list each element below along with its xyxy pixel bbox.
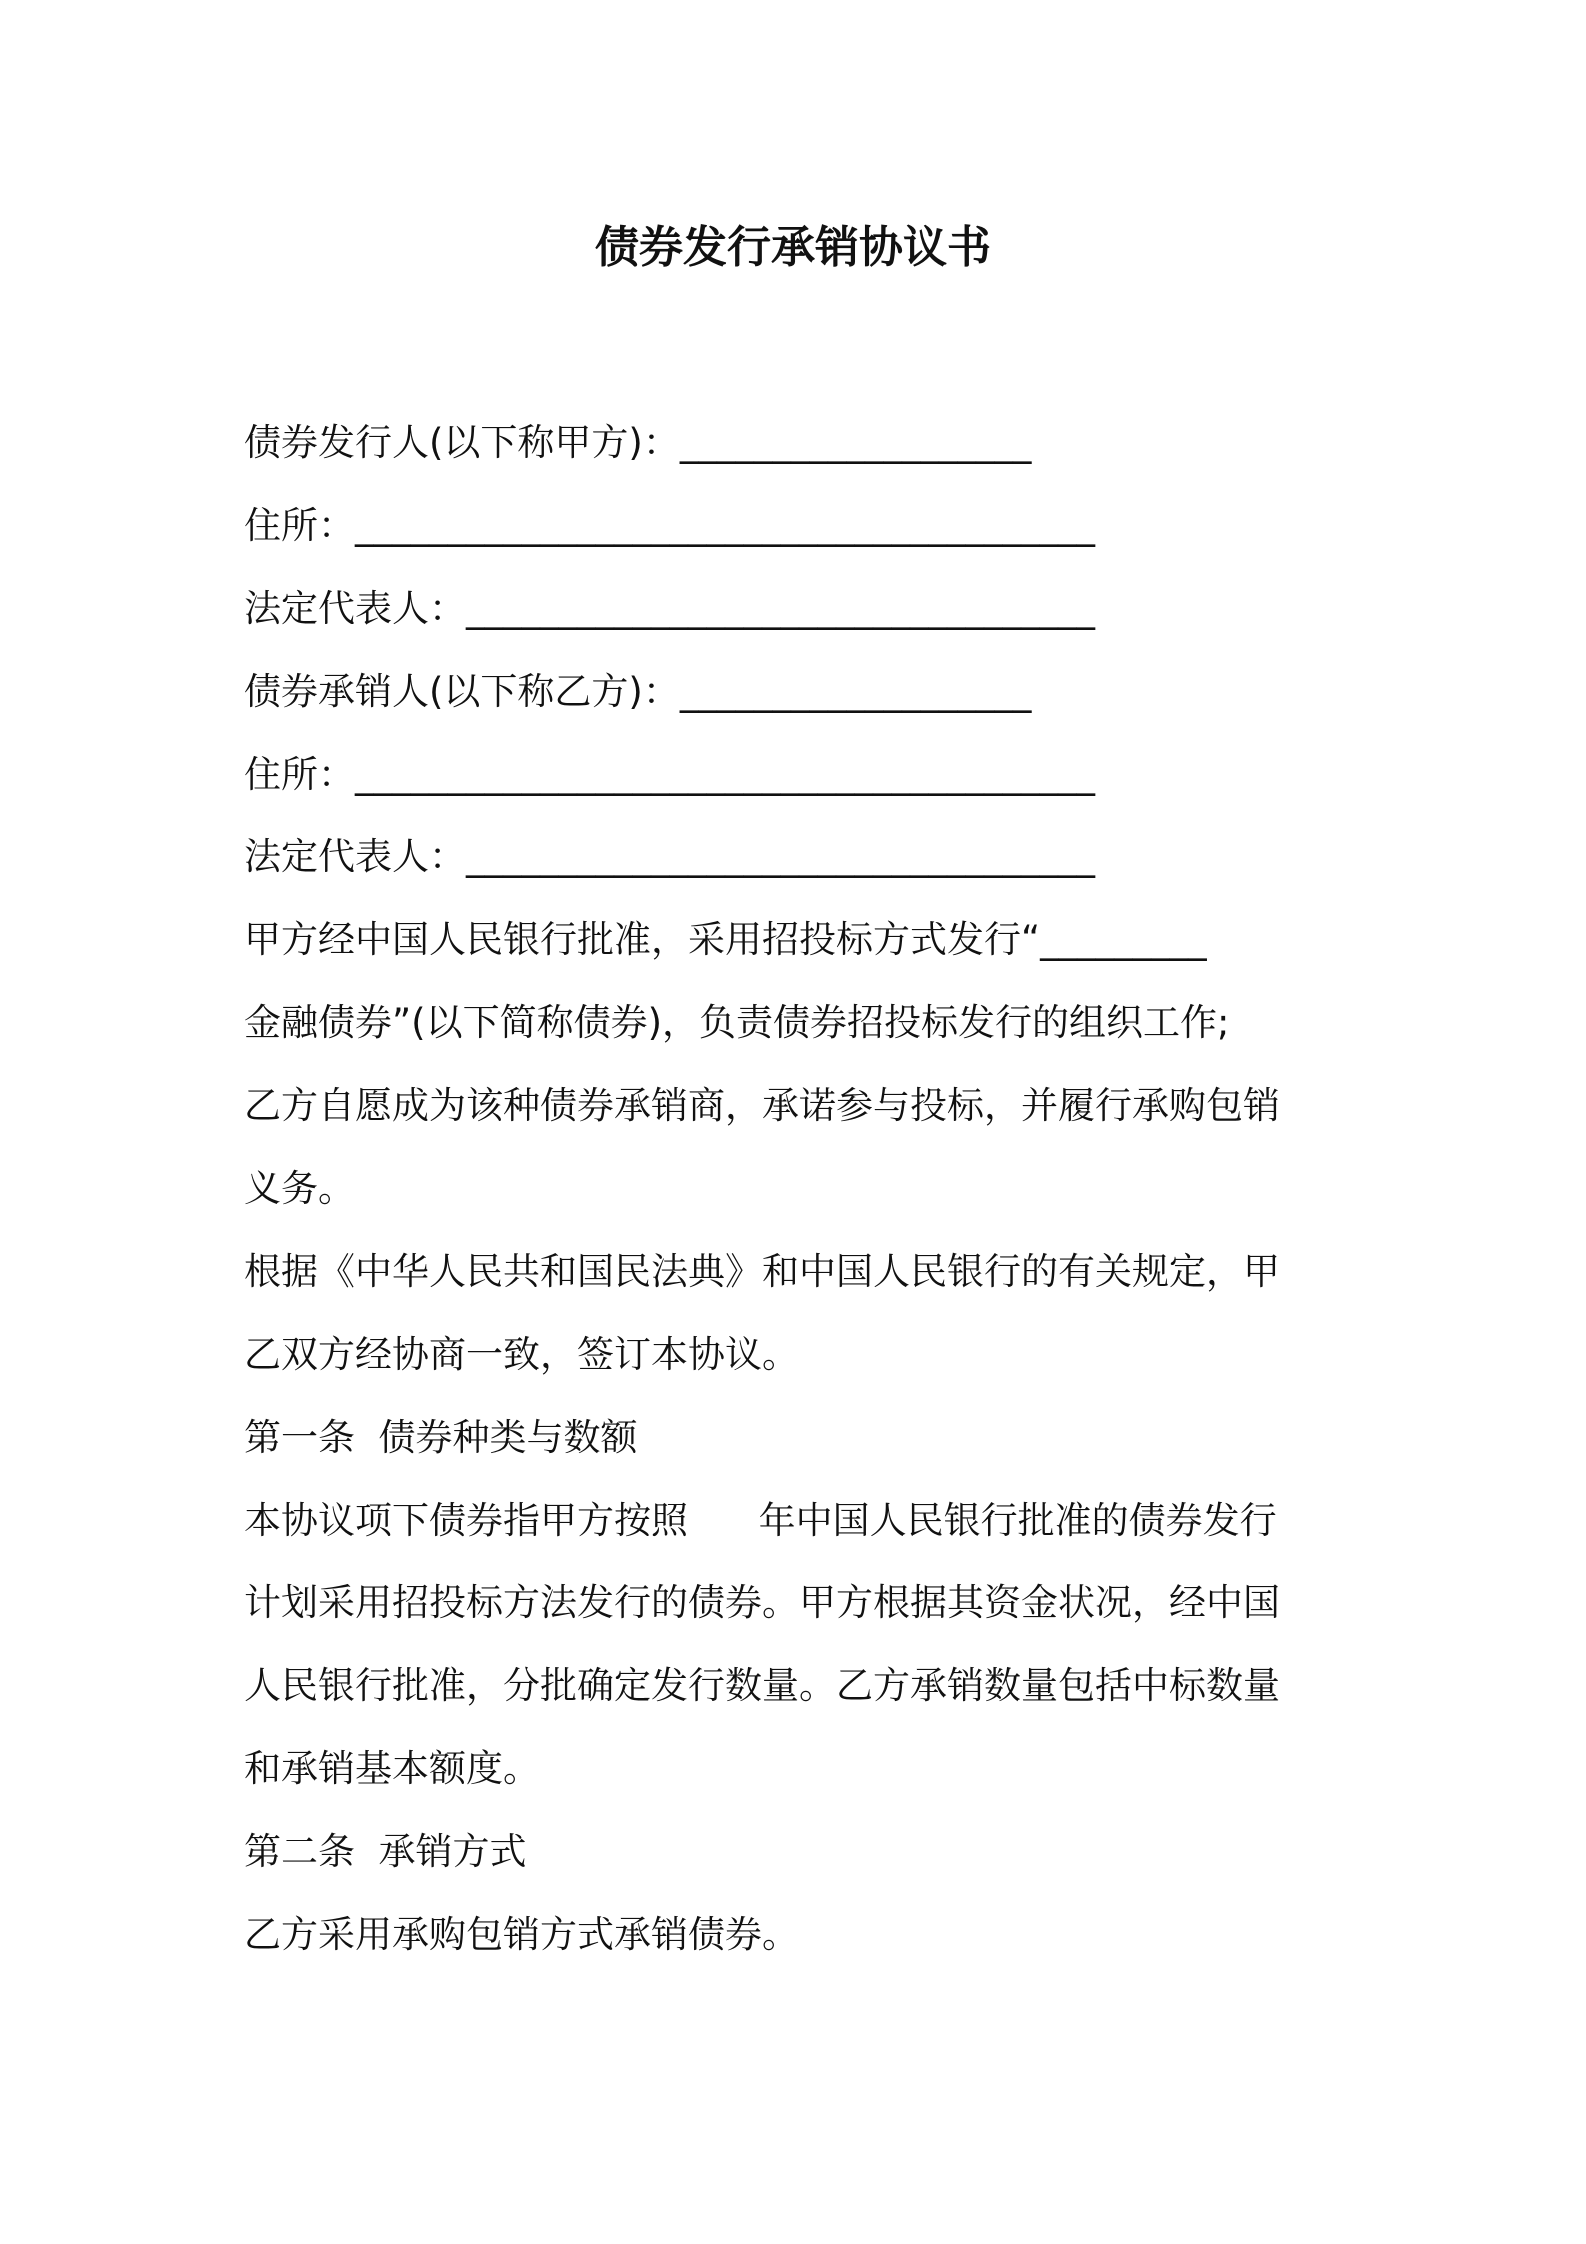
party-label: 债券发行人(以下称甲方)： [244,421,680,464]
fill-blank: ___________________ [679,669,1032,713]
party-line-underwriter-rep [244,816,1354,899]
party-line-issuer-address [244,485,1354,568]
body-line: 和承销基本额度。 [244,1747,540,1791]
body-line: 金融债券”(以下简称债券)，负责债券招投标发行的组织工作; [244,1001,1230,1045]
article-heading: 第二条 承销方式 [244,1830,527,1874]
party-label: 住所： [244,752,355,796]
document-body [244,402,1354,1977]
body-line: 乙方采用承购包销方式承销债券。 [244,1913,799,1957]
fill-blank: ________________________________________ [355,503,1095,547]
party-line-underwriter-address [244,734,1354,817]
party-line-underwriter [244,651,1354,734]
body-line: 乙双方经协商一致，签订本协议。 [244,1332,799,1376]
body-line: 义务。 [244,1167,355,1211]
body-line: 甲方经中国人民银行批准，采用招投标方式发行“_________ [244,918,1207,962]
fill-blank: ________________________________________ [355,752,1095,796]
body-line: 本协议项下债券指甲方按照 年中国人民银行批准的债券发行 [244,1498,1277,1542]
fill-blank: __________________________________ [466,835,1095,879]
party-line-issuer-rep [244,568,1354,651]
document-title: 债券发行承销协议书 [595,222,991,273]
article-heading: 第一条 债券种类与数额 [244,1415,638,1459]
party-label: 法定代表人： [244,586,466,630]
fill-blank: __________________________________ [466,586,1095,630]
body-line: 乙方自愿成为该种债券承销商，承诺参与投标，并履行承购包销 [244,1084,1280,1128]
party-label: 法定代表人： [244,835,466,879]
party-label: 债券承销人(以下称乙方)： [244,669,680,713]
party-label: 住所： [244,503,355,547]
body-line: 计划采用招投标方法发行的债券。甲方根据其资金状况，经中国 [244,1581,1280,1625]
body-line: 根据《中华人民共和国民法典》和中国人民银行的有关规定，甲 [244,1249,1280,1293]
body-line: 人民银行批准，分批确定发行数量。乙方承销数量包括中标数量 [244,1664,1280,1708]
fill-blank: ___________________ [679,421,1032,464]
party-line-issuer [244,402,1354,485]
